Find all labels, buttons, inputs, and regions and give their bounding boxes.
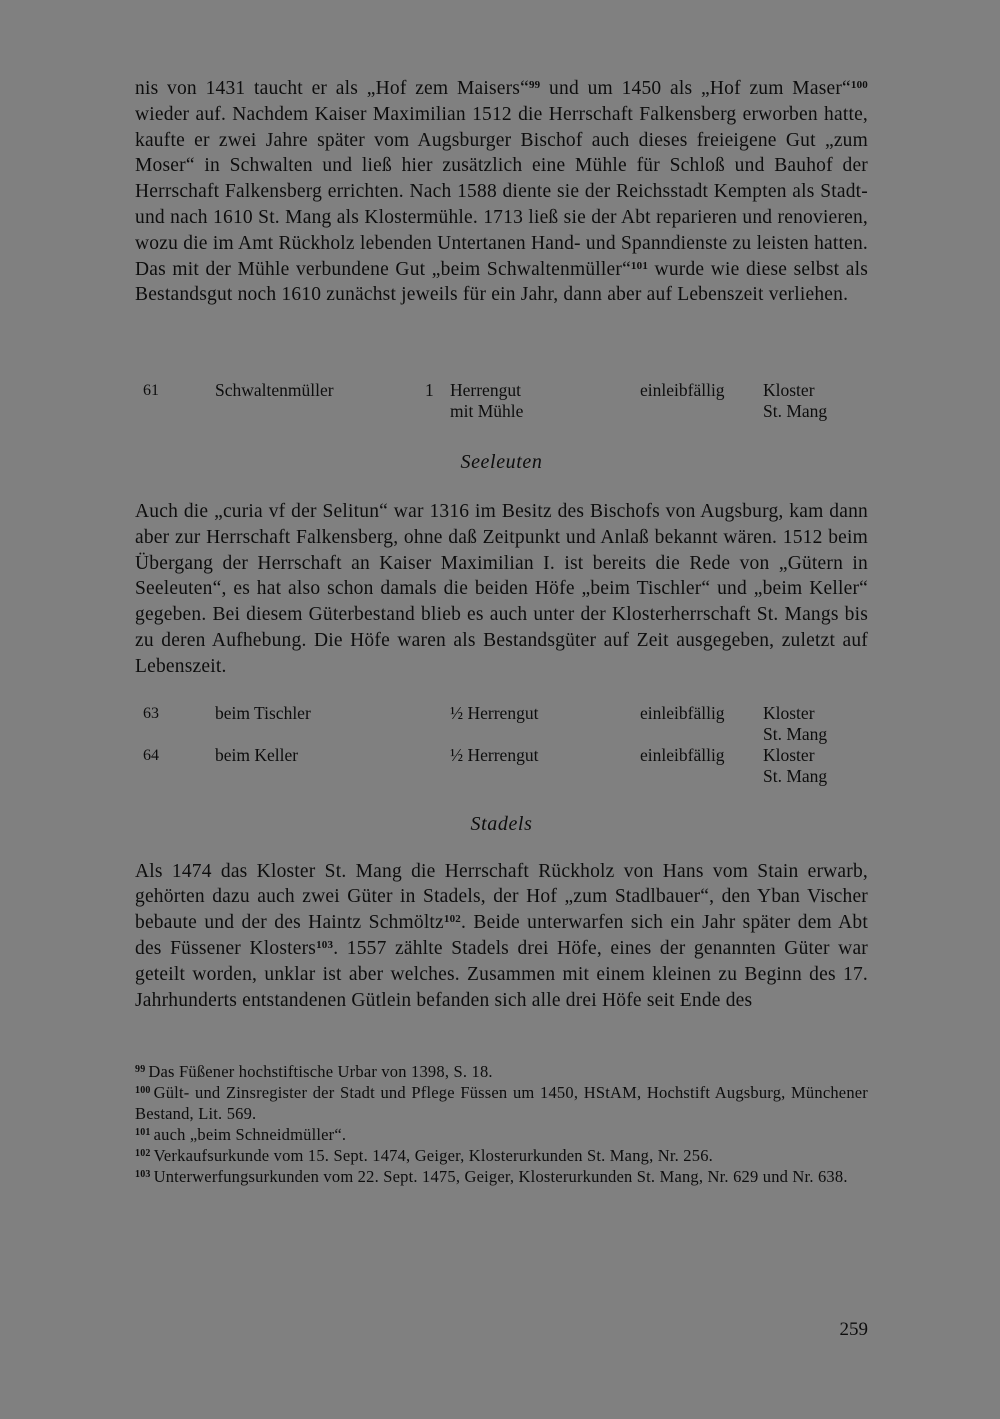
footnote xyxy=(135,1145,868,1166)
table-row xyxy=(135,745,868,787)
owner-line: St. Mang xyxy=(763,401,828,421)
footnote-text: Verkaufsurkunde vom 15. Sept. 1474, Geiger, Klosterurkunden St. Mang, Nr. 256. xyxy=(153,1146,713,1166)
footnote-number: 100 xyxy=(135,1085,151,1097)
owner-line: St. Mang xyxy=(763,723,828,744)
farm-quantity: 1 xyxy=(425,380,434,400)
text-run: wurde wie diese selbst als Bestandsgut noch 1610 zunächst jeweils für ein Jahr, dann aber auf Lebenszeit verliehen. xyxy=(135,258,868,306)
section-heading-seeleuten: Seeleuten xyxy=(460,451,543,473)
text-run: . 1557 zählte Stadels drei Höfe, eines der genannten Güter war geteilt worden, unklar ist aber welches. Zusammen mit einem kleinen zu Beginn des 17. Jahrhunderts entstandenen Gütlein befanden sich alle drei Höfe seit Ende des xyxy=(135,937,869,1011)
footnote xyxy=(135,1124,868,1145)
farm-type-line: Herrengut xyxy=(450,380,521,400)
intro-paragraph xyxy=(135,76,868,359)
footnote-number: 99 xyxy=(135,1064,146,1076)
table-seeleuten xyxy=(135,703,868,787)
owner xyxy=(763,745,827,787)
footnote-ref-100: 100 xyxy=(850,79,868,91)
footnote-ref-101: 101 xyxy=(630,259,649,272)
seeleuten-paragraph: Auch die „curia vf der Selitun“ war 1316 im Besitz des Bischofs von Augsburg, kam dann aber zur Herrschaft Falkensberg, ohne daß Zeitpunkt und Anlaß bekannt wären. 1512 beim Übergang der Herrschaft an Kaiser Maximilian I. ist bereits die Rede von „Gütern in Seeleuten“, es hat also schon damals die beiden Höfe „beim Tischler“ und „beim Keller“ gegeben. Bei diesem Güterbestand blieb es auch unter der Klosterherrschaft St. Mangs bis zu deren Aufhebung. Die Höfe waren als Bestandsgüter auf Zeit ausgegeben, zuletzt auf Lebenszeit. xyxy=(135,501,868,677)
footnote-text: auch „beim Schneidmüller“. xyxy=(153,1125,347,1145)
text-run: und um 1450 als „Hof zum Maser“ xyxy=(540,78,851,99)
owner-line: Kloster xyxy=(763,744,815,765)
text-run: nis von 1431 taucht er als „Hof zem Maisers“ xyxy=(135,78,529,99)
farm-type xyxy=(450,380,523,422)
footnote-text: Gült- und Zinsregister der Stadt und Pflege Füssen um 1450, HStAM, Hochstift Augsburg, Münchener Bestand, Lit. 569. xyxy=(135,1083,868,1124)
tenure-type: einleibfällig xyxy=(640,744,725,765)
owner xyxy=(763,380,827,422)
footnote-number: 103 xyxy=(135,1169,151,1181)
row-number: 61 xyxy=(143,382,159,399)
table-row xyxy=(135,380,868,422)
text-run: wieder auf. Nachdem Kaiser Maximilian 1512 die Herrschaft Falkensberg erworben hatte, kaufte er zwei Jahre später vom Augsburger Bischof auch dieses freieigene Gut „zum Moser“ in Schwalten und ließ hier zusätzlich eine Mühle für Schloß und Bauhof der Herrschaft Falkensberg errichten. Nach 1588 diente sie der Reichsstadt Kempten als Stadt- und nach 1610 St. Mang als Klostermühle. 1713 ließ sie der Abt reparieren und renovieren, wozu die im Amt Rückholz lebenden Untertanen Hand- und Spanndienste zu leisten hatten. Das mit der Mühle verbundene Gut „beim Schwaltenmüller“ xyxy=(135,103,868,280)
footnote xyxy=(135,1166,868,1187)
footnote-text: Das Füßener hochstiftische Urbar von 1398, S. 18. xyxy=(148,1062,493,1082)
page-number: 259 xyxy=(839,1319,868,1340)
table-schwalten xyxy=(135,380,868,422)
text-run: Als 1474 das Kloster St. Mang die Herrschaft Rückholz von Hans vom Stain erwarb, gehörten dazu auch zwei Güter in Stadels, der Hof „zum Stadlbauer“, den Yban Vischer bebaute und der des Haintz Schmöltz xyxy=(135,860,868,934)
section-heading-stadels: Stadels xyxy=(470,812,533,835)
footnote xyxy=(135,1061,868,1082)
page-body xyxy=(135,76,868,1187)
footnote-ref-103: 103 xyxy=(316,938,334,951)
footnotes xyxy=(135,1061,868,1187)
row-number: 64 xyxy=(143,746,159,764)
table-row xyxy=(135,703,868,745)
footnote-ref-99: 99 xyxy=(528,79,541,91)
farm-type: ½ Herrengut xyxy=(450,702,539,723)
footnote-ref-102: 102 xyxy=(443,913,462,926)
farm-type: ½ Herrengut xyxy=(450,744,539,765)
footnote-text: Unterwerfungsurkunden vom 22. Sept. 1475, Geiger, Klosterurkunden St. Mang, Nr. 629 und Nr. 638. xyxy=(153,1167,848,1187)
farm-type-line: mit Mühle xyxy=(450,401,524,421)
text-run: . Beide unterwarfen sich ein Jahr später dem Abt des Füssener Klosters xyxy=(135,912,868,959)
footnote xyxy=(135,1082,868,1124)
farm-name: beim Keller xyxy=(215,744,299,765)
footnote-number: 102 xyxy=(135,1148,151,1160)
owner-line: Kloster xyxy=(763,380,815,400)
farm-name: beim Tischler xyxy=(215,702,311,723)
footnote-number: 101 xyxy=(135,1127,151,1139)
owner-line: St. Mang xyxy=(763,765,828,786)
farm-name: Schwaltenmüller xyxy=(215,380,334,400)
owner-line: Kloster xyxy=(763,702,815,723)
row-number: 63 xyxy=(143,704,159,722)
owner xyxy=(763,703,827,745)
stadels-paragraph xyxy=(135,859,868,1014)
tenure-type: einleibfällig xyxy=(640,702,725,723)
tenure-type: einleibfällig xyxy=(640,380,725,400)
